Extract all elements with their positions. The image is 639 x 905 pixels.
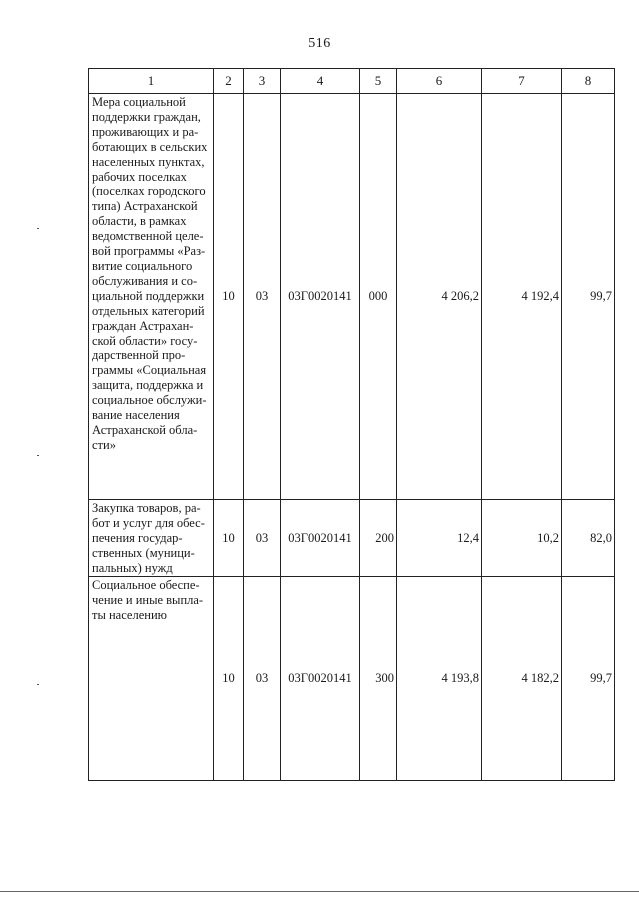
header-col-5: 5 [360,69,397,94]
table-header-row [89,69,615,94]
table-row [89,94,615,500]
row-approved: 4 193,8 [397,577,482,781]
row-expense-type: 200 [360,500,397,577]
row-target-article: 03Г0020141 [281,94,360,500]
row-section: 10 [214,577,244,781]
row-subsection: 03 [244,577,281,781]
row-section: 10 [214,94,244,500]
row-approved: 12,4 [397,500,482,577]
header-col-4: 4 [281,69,360,94]
table-row [89,577,615,781]
header-col-2: 2 [214,69,244,94]
budget-table [88,68,615,781]
header-col-7: 7 [482,69,562,94]
row-section: 10 [214,500,244,577]
header-col-8: 8 [562,69,615,94]
row-expense-type: 000 [360,94,397,500]
row-description: Мера социальной поддержки граждан, проживающих и ра- ботающих в сельских населенных пунктах, рабочих поселках (поселках городского типа) Астраханской области, в рамках ведомственной целе- вой программы «Раз- витие социального обслуживания и со- циальной поддержки отдельных категорий граждан Астрахан- ской области» госу- дарственной про- граммы «Социальная защита, поддержка и социальное обслужи- вание населения Астраханской обла- сти» [89,94,214,500]
row-percent: 82,0 [562,500,615,577]
row-executed: 10,2 [482,500,562,577]
scan-mark [37,684,39,685]
header-col-3: 3 [244,69,281,94]
row-subsection: 03 [244,94,281,500]
scan-mark [37,455,39,456]
scan-mark [37,228,39,229]
row-target-article: 03Г0020141 [281,500,360,577]
row-target-article: 03Г0020141 [281,577,360,781]
row-approved: 4 206,2 [397,94,482,500]
row-description: Закупка товаров, ра- бот и услуг для обес- печения государ- ственных (муници- пальных) нужд [89,500,214,577]
table-row [89,500,615,577]
row-description: Социальное обеспе- чение и иные выпла- ты населению [89,577,214,781]
page-number: 516 [308,36,331,51]
row-executed: 4 182,2 [482,577,562,781]
header-col-1: 1 [89,69,214,94]
header-col-6: 6 [397,69,482,94]
page-bottom-line [0,891,639,892]
row-percent: 99,7 [562,577,615,781]
row-expense-type: 300 [360,577,397,781]
row-percent: 99,7 [562,94,615,500]
row-subsection: 03 [244,500,281,577]
row-executed: 4 192,4 [482,94,562,500]
